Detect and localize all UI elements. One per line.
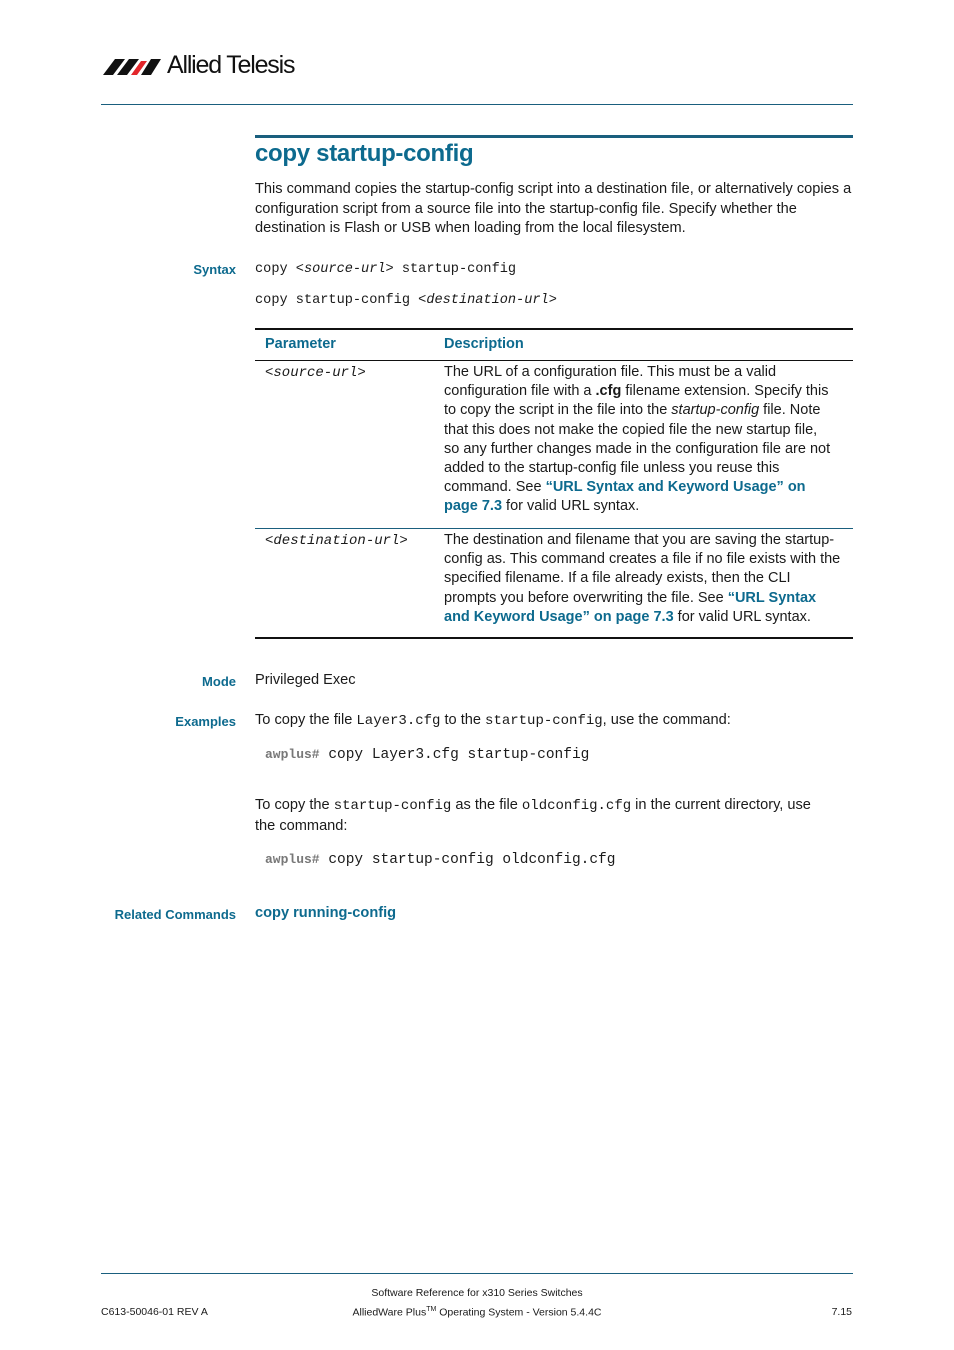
footer-rule (101, 1273, 853, 1274)
table-row-divider (255, 528, 853, 529)
header-rule (101, 104, 853, 105)
example-1-command: awplus# copy Layer3.cfg startup-config (265, 747, 590, 763)
cli-prompt: awplus# (265, 852, 320, 867)
page-title: copy startup-config (255, 140, 474, 167)
title-rule (255, 135, 853, 138)
table-row-description: The URL of a configuration file. This must be a valid configuration file with a .cfg filename extension. Specify this to copy the script in the file into the startup-config file. Note that this does not make the copied file the new startup file, so any further changes made in the configuration file are not added to the startup-config file unless you reuse this command. See “URL Syntax and Keyword Usage” on page 7.3 for valid URL syntax. (444, 364, 831, 515)
example-1-text: To copy the file Layer3.cfg to the startup-config, use the command: (255, 712, 731, 729)
related-command-link[interactable]: copy running-config (255, 905, 397, 921)
footer-doc-id: C613-50046-01 REV A (101, 1306, 208, 1318)
intro-paragraph: This command copies the startup-config script into a destination file, or alternatively copies a configuration script from a source file into the startup-config file. Specify whether the destination is Flash or USB when loading from the local filesystem. (255, 181, 852, 236)
syntax-line-2: copy startup-config <destination-url> (255, 293, 557, 308)
example-2-text: To copy the startup-config as the file oldconfig.cfg in the current directory, use (255, 797, 811, 814)
url-syntax-link-page[interactable]: and Keyword Usage” on page 7.3 (444, 608, 674, 625)
table-row-param: <source-url> (265, 365, 366, 381)
url-syntax-link[interactable]: “URL Syntax (727, 589, 817, 606)
table-row-param: <destination-url> (265, 533, 408, 549)
table-row-description: The destination and filename that you are saving the startup- config as. This command creates a file if no file exists with the specified filename. If a file already exists, then the CLI prompts you before overwriting the file. See “URL Syntax and Keyword Usage” on page 7.3 for valid URL syntax. (444, 532, 841, 625)
table-bottom-rule (255, 637, 853, 639)
table-top-rule (255, 328, 853, 330)
logo-text: Allied Telesis (167, 51, 295, 79)
footer-page-number: 7.15 (831, 1306, 852, 1318)
mode-label: Mode (202, 674, 236, 689)
allied-telesis-logo-icon (101, 55, 163, 77)
url-syntax-link[interactable]: “URL Syntax and Keyword Usage” on (545, 479, 806, 496)
example-2-command: awplus# copy startup-config oldconfig.cfg (265, 852, 616, 868)
mode-value: Privileged Exec (255, 672, 356, 688)
cli-prompt: awplus# (265, 747, 320, 762)
syntax-label: Syntax (193, 262, 236, 277)
example-2-text-cont: the command: (255, 818, 348, 834)
related-commands-label: Related Commands (114, 907, 236, 922)
table-header-description: Description (444, 336, 524, 352)
company-logo (101, 51, 294, 80)
table-header-parameter: Parameter (265, 336, 336, 352)
table-header-rule (255, 360, 853, 361)
url-syntax-link-page[interactable]: page 7.3 (444, 498, 503, 515)
footer-title: Software Reference for x310 Series Switches (371, 1287, 583, 1299)
examples-label: Examples (175, 714, 236, 729)
syntax-line-1: copy <source-url> startup-config (255, 262, 517, 277)
footer-subtitle: AlliedWare Plus™ Operating System - Version 5.4.4C (352, 1306, 602, 1319)
